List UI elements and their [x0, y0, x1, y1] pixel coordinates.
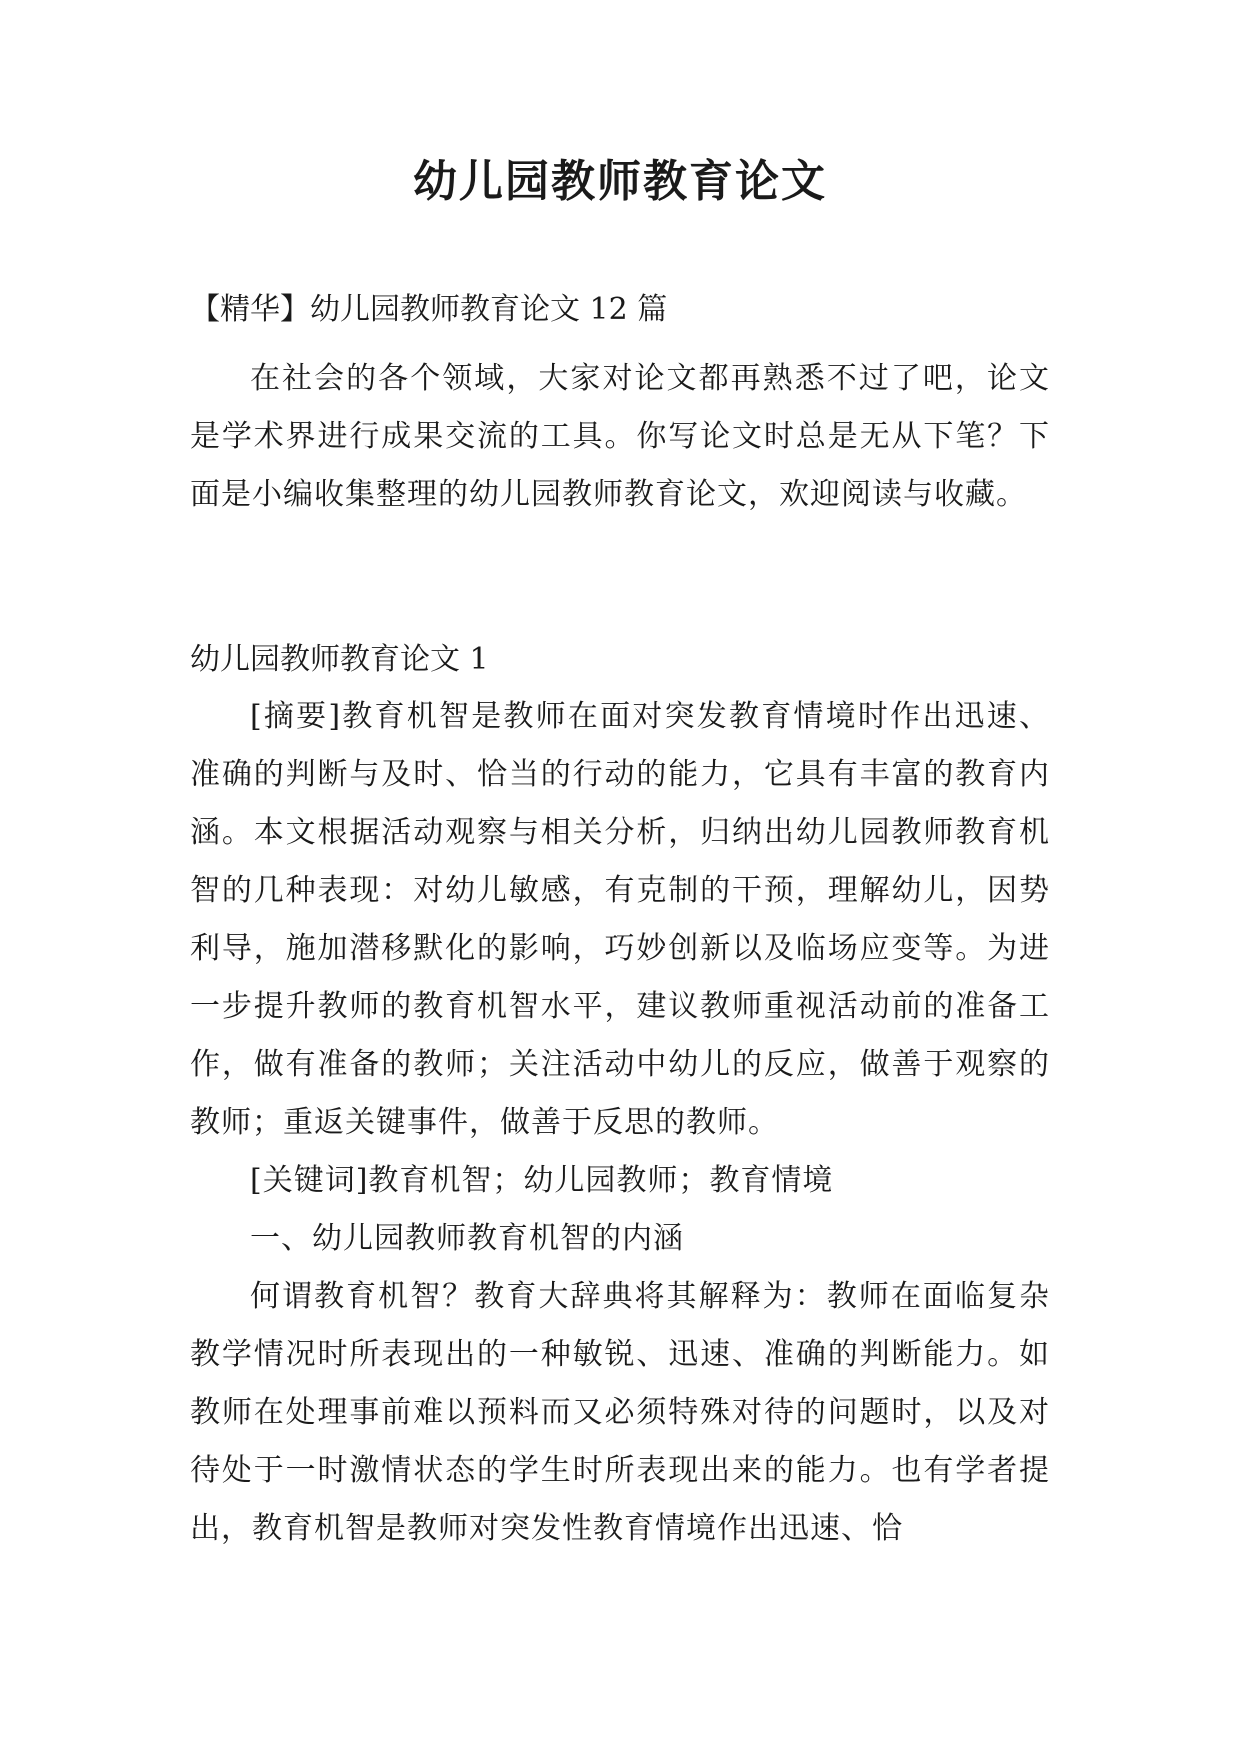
abstract-paragraph: [摘要]教育机智是教师在面对突发教育情境时作出迅速、准确的判断与及时、恰当的行动的能力，它具有丰富的教育内涵。本文根据活动观察与相关分析，归纳出幼儿园教师教育机智的几种表现：对幼儿敏感，有克制的干预，理解幼儿，因势利导，施加潜移默化的影响，巧妙创新以及临场应变等。为进一步提升教师的教育机智水平，建议教师重视活动前的准备工作，做有准备的教师；关注活动中幼儿的反应，做善于观察的教师；重返关键事件，做善于反思的教师。: [190, 699, 1050, 1140]
keywords-paragraph: [关键词]教育机智；幼儿园教师；教育情境: [250, 1163, 834, 1198]
section-heading: 幼儿园教师教育论文 1: [190, 642, 489, 677]
body-paragraph: 何谓教育机智？教育大辞典将其解释为：教师在面临复杂教学情况时所表现出的一种敏锐、迅速、准确的判断能力。如教师在处理事前难以预料而又必须特殊对待的问题时，以及对待处于一时激情状态的学生时所表现出来的能力。也有学者提出，教育机智是教师对突发性教育情境作出迅速、恰: [190, 1279, 1050, 1546]
intro-paragraph: 在社会的各个领域，大家对论文都再熟悉不过了吧，论文是学术界进行成果交流的工具。你写论文时总是无从下笔？下面是小编收集整理的幼儿园教师教育论文，欢迎阅读与收藏。: [190, 361, 1050, 512]
section-body: [190, 688, 1050, 1558]
subheading-paragraph: 一、幼儿园教师教育机智的内涵: [250, 1221, 684, 1256]
document-title: 幼儿园教师教育论文: [413, 156, 827, 207]
document-subtitle: 【精华】幼儿园教师教育论文 12 篇: [190, 292, 668, 327]
